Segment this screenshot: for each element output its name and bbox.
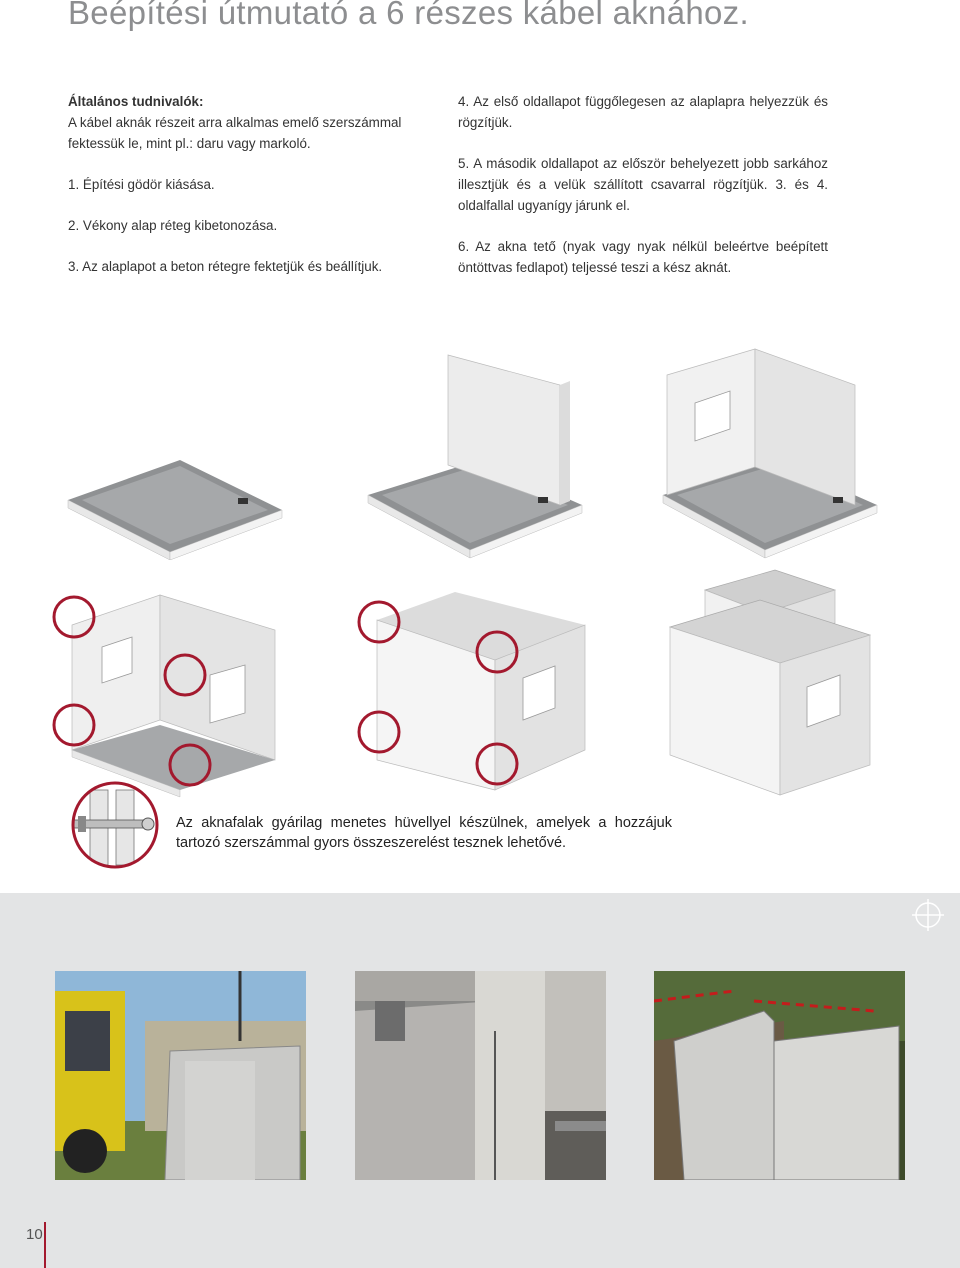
registration-mark-icon (912, 899, 944, 931)
general-text: A kábel aknák részeit arra alkalmas emelő szerszámmal fektessük le, mint pl.: daru vagy markoló. (68, 115, 402, 151)
step-4: 4. Az első oldallapot függőlegesen az alaplapra helyezzük és rögzítjük. (458, 94, 828, 130)
step-3: 3. Az alaplapot a beton rétegre fektetjük és beállítjuk. (68, 259, 383, 274)
bolt-detail-icon (70, 780, 160, 870)
step-2: 2. Vékony alap réteg kibetonozása. (68, 218, 278, 233)
base-plate-illustration (60, 440, 290, 560)
general-heading: Általános tudnivalók: (68, 94, 204, 109)
step-5: 5. A második oldallapot az először behelyezett jobb sarkához illesztjük és a velük szállított csavarral rögzítjük. 3. és 4. oldalfallal ugyanígy járunk el. (458, 156, 828, 213)
page-number: 10 (26, 1226, 43, 1243)
step-6: 6. Az akna tető (nyak vagy nyak nélkül beleértve beépített öntöttvas fedlapot) teljessé teszi a kész aknát. (458, 239, 828, 275)
photo-bolt-connection (355, 971, 606, 1180)
photo-assembled-walls (654, 971, 905, 1180)
finished-shaft-illustration (665, 565, 885, 805)
photo-crane-lifting-panel (55, 971, 306, 1180)
assembly-note: Az aknafalak gyárilag menetes hüvellyel készülnek, amelyek a hozzájuk tartozó szerszámmal gyors összeszerelést tesznek lehetővé. (176, 815, 672, 851)
second-side-panel-illustration (655, 345, 890, 560)
general-info (68, 91, 438, 154)
first-side-panel-illustration (360, 345, 590, 560)
page-number-rule (44, 1222, 46, 1268)
step-1: 1. Építési gödör kiásása. (68, 177, 215, 192)
instructions-right (458, 91, 828, 298)
page-title: Beépítési útmutató a 6 részes kábel aknához. (68, 0, 749, 31)
three-walls-illustration (50, 565, 285, 800)
instructions-left (68, 91, 438, 297)
four-walls-illustration (355, 580, 595, 800)
